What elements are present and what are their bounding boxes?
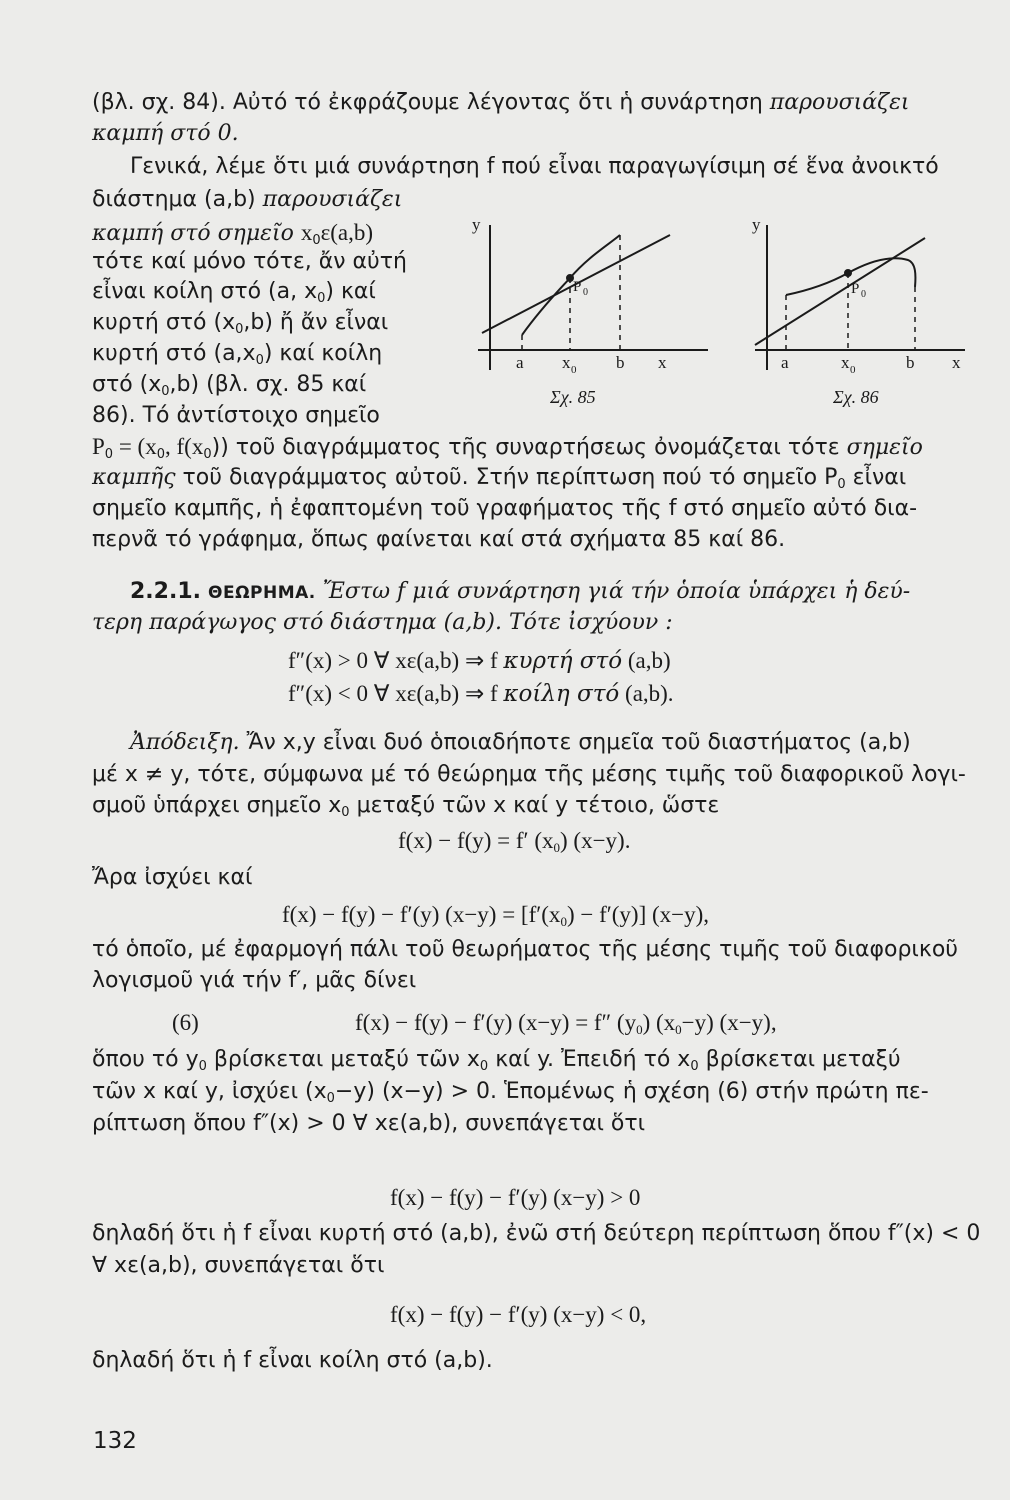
text: βρίσκεται μεταξύ τῶν x bbox=[206, 1047, 480, 1072]
paragraph-line bbox=[92, 119, 239, 149]
theorem-text: Ἔστω f μιά συνάρτηση γιά τήν ὁποία ὑπάρχει ἡ δεύ- bbox=[322, 579, 911, 604]
math: ) (x−y). bbox=[560, 828, 631, 853]
formula-convex bbox=[288, 646, 671, 676]
proof-line bbox=[92, 791, 719, 828]
subscript: 0 bbox=[636, 1022, 643, 1037]
proof-line bbox=[92, 1346, 493, 1376]
math: f(x) − f(y) − f′(y) (x−y) > 0 bbox=[390, 1185, 641, 1210]
subscript: 0 bbox=[312, 233, 321, 248]
paragraph-line bbox=[92, 401, 380, 431]
x0-label: x bbox=[841, 353, 850, 372]
italic-term: παρουσιάζει bbox=[769, 90, 910, 115]
subscript: 0 bbox=[156, 447, 165, 462]
text: διάστημα (a,b) bbox=[92, 187, 256, 212]
page-number: 132 bbox=[93, 1428, 137, 1454]
subscript: 0 bbox=[560, 914, 567, 929]
subscript: 0 bbox=[198, 1059, 207, 1074]
y-label: y bbox=[472, 215, 481, 234]
text: περνᾶ τό γράφημα, ὅπως φαίνεται καί στά σχήματα 85 καί 86. bbox=[92, 527, 786, 552]
text: ) καί bbox=[325, 279, 376, 304]
math: ) (x bbox=[642, 1010, 676, 1035]
math: ε(a,b) bbox=[320, 220, 374, 245]
math: x bbox=[300, 220, 313, 245]
math: , f(x bbox=[165, 434, 204, 459]
text: −y) (x−y) > 0. Ἑπομένως ἡ σχέση (6) στήν πρώτη πε- bbox=[334, 1079, 929, 1104]
text: μεταξύ τῶν x καί y τέτοιο, ὥστε bbox=[349, 793, 720, 818]
theorem-heading bbox=[130, 577, 910, 608]
text: ) καί κοίλη bbox=[263, 341, 383, 366]
text: ρίπτωση ὅπου f″(x) > 0 ∀ xε(a,b), συνεπάγεται ὅτι bbox=[92, 1111, 646, 1136]
subscript: 0 bbox=[104, 447, 114, 462]
math: ) − f′(y)] (x−y), bbox=[566, 902, 710, 927]
figure-caption: Σχ. 86 bbox=[833, 387, 879, 407]
math: f(x) − f(y) = f′ (x bbox=[398, 828, 554, 853]
italic-term: καμπῆς bbox=[92, 465, 176, 490]
text: μέ x ≠ y, τότε, σύμφωνα μέ τό θεώρημα τῆς μέσης τιμῆς τοῦ διαφορικοῦ λογι- bbox=[92, 762, 966, 787]
subscript: 0 bbox=[479, 1059, 489, 1074]
a-label: a bbox=[781, 353, 789, 372]
text: ὅπου τό y bbox=[92, 1047, 199, 1072]
italic-term: καμπή στό σημεῖο bbox=[92, 221, 294, 246]
math: f(x) − f(y) − f′(y) (x−y) = f″ (y bbox=[355, 1010, 637, 1035]
text: ∀ xε(a,b), συνεπάγεται ὅτι bbox=[92, 1253, 385, 1278]
text: Ἄρα ἰσχύει καί bbox=[92, 865, 253, 890]
curve bbox=[522, 235, 620, 335]
text: ,b) ἤ ἄν εἶναι bbox=[243, 310, 389, 335]
y-label: y bbox=[752, 215, 761, 234]
proof-line bbox=[92, 935, 958, 965]
text: σμοῦ ὑπάρχει σημεῖο x bbox=[92, 793, 342, 818]
italic-text: καμπή στό 0. bbox=[92, 121, 239, 146]
subscript: 0 bbox=[690, 1059, 699, 1074]
text: Γενικά, λέμε ὅτι μιά συνάρτηση f πού εἶναι παραγωγίσιμη σέ ἕνα ἀνοικτό bbox=[130, 154, 939, 179]
text: λογισμοῦ γιά τήν f′, μᾶς δίνει bbox=[92, 968, 417, 993]
math: f(x) − f(y) − f′(y) (x−y) < 0, bbox=[390, 1302, 647, 1327]
proof-line bbox=[92, 1109, 645, 1139]
x-label: x bbox=[658, 353, 667, 372]
formula-concave bbox=[288, 679, 674, 709]
text: σημεῖο καμπῆς, ἡ ἐφαπτομένη τοῦ γραφήματος τῆς f στό σημεῖο αὐτό δια- bbox=[92, 496, 918, 521]
math: (a,b) bbox=[627, 648, 671, 673]
proof-line bbox=[92, 966, 416, 996]
text: βρίσκεται μεταξύ bbox=[698, 1047, 901, 1072]
text: τό ὁποῖο, μέ ἐφαρμογή πάλι τοῦ θεωρήματος τῆς μέσης τιμῆς τοῦ διαφορικοῦ bbox=[92, 937, 959, 962]
paragraph-line bbox=[92, 525, 785, 555]
proof-line bbox=[92, 1251, 384, 1281]
text: Ἄν x,y εἶναι δυό ὁποιαδήποτε σημεῖα τοῦ διαστήματος (a,b) bbox=[246, 730, 911, 755]
paragraph-line bbox=[92, 247, 407, 277]
figure-caption: Σχ. 85 bbox=[550, 387, 596, 407]
p0-label: P bbox=[573, 279, 582, 295]
text: ,b) (βλ. σχ. 85 καί bbox=[169, 372, 367, 397]
proof-line bbox=[92, 760, 966, 790]
equation-6-number bbox=[172, 1008, 199, 1038]
text: δηλαδή ὅτι ἡ f εἶναι κυρτή στό (a,b), ἐνῶ στή δεύτερη περίπτωση ὅπου f″(x) < 0 bbox=[92, 1221, 981, 1246]
theorem-text: τερη παράγωγος στό διάστημα (a,b). Τότε ἰσχύουν : bbox=[92, 610, 673, 635]
proof-line bbox=[130, 728, 911, 758]
italic-term: σημεῖο bbox=[846, 435, 923, 460]
subscript: 0 bbox=[317, 291, 326, 306]
a-label: a bbox=[516, 353, 524, 372]
paragraph-line bbox=[130, 152, 939, 182]
figure-86-labels bbox=[752, 215, 961, 407]
equation-5 bbox=[390, 1300, 646, 1330]
subscript: 0 bbox=[341, 805, 350, 820]
subscript: 0 bbox=[837, 477, 846, 492]
subscript: 0 bbox=[326, 1091, 335, 1106]
p0-subscript: 0 bbox=[861, 289, 866, 300]
tangent-line bbox=[755, 238, 925, 345]
subscript: 0 bbox=[675, 1022, 682, 1037]
paragraph-line bbox=[92, 494, 917, 524]
x0-subscript: 0 bbox=[571, 364, 577, 376]
figures-85-86 bbox=[470, 215, 970, 415]
math: −y) (x−y), bbox=[681, 1010, 777, 1035]
text: κυρτή στό (a,x bbox=[92, 341, 256, 366]
equation-6 bbox=[355, 1008, 777, 1045]
b-label: b bbox=[906, 353, 915, 372]
theorem-label: ΘΕΩΡΗΜΑ. bbox=[208, 583, 316, 603]
math: f″(x) > 0 ∀ xε(a,b) ⇒ f bbox=[288, 648, 498, 673]
figure-86 bbox=[755, 225, 965, 370]
subscript: 0 bbox=[161, 384, 170, 399]
text: στό (x bbox=[92, 372, 162, 397]
p0-label: P bbox=[851, 281, 860, 297]
subscript: 0 bbox=[235, 322, 244, 337]
x-label: x bbox=[952, 353, 961, 372]
text: εἶναι κοίλη στό (a, x bbox=[92, 279, 318, 304]
text: κυρτή στό (x bbox=[92, 310, 236, 335]
equation-number: (6) bbox=[172, 1010, 199, 1035]
text: 86). Τό ἀντίστοιχο σημεῖο bbox=[92, 403, 380, 428]
text: τότε καί μόνο τότε, ἄν αὐτή bbox=[92, 249, 407, 274]
text: εἶναι bbox=[845, 465, 907, 490]
proof-line bbox=[92, 863, 252, 893]
proof-label: Ἀπόδειξη. bbox=[130, 730, 240, 755]
x0-subscript: 0 bbox=[850, 364, 856, 376]
point-p0 bbox=[845, 270, 851, 276]
math: P bbox=[92, 434, 105, 459]
subscript: 0 bbox=[553, 840, 560, 855]
text: )) τοῦ διαγράμματος τῆς συναρτήσεως ὀνομάζεται τότε bbox=[211, 435, 840, 460]
text: δηλαδή ὅτι ἡ f εἶναι κοίλη στό (a,b). bbox=[92, 1348, 493, 1373]
p0-subscript: 0 bbox=[583, 287, 588, 298]
math: f(x) − f(y) − f′(y) (x−y) = [f′(x bbox=[282, 902, 561, 927]
text: (βλ. σχ. 84). Αὐτό τό ἐκφράζουμε λέγοντας ὅτι ἡ συνάρτηση bbox=[92, 90, 763, 115]
proof-line bbox=[92, 1219, 980, 1249]
italic-term: κοίλη στό bbox=[503, 681, 620, 707]
b-label: b bbox=[616, 353, 625, 372]
theorem-line bbox=[92, 608, 673, 638]
italic-term: παρουσιάζει bbox=[262, 187, 403, 212]
figure-85 bbox=[478, 225, 708, 370]
math: = (x bbox=[113, 434, 157, 459]
paragraph-line bbox=[92, 88, 910, 118]
paragraph-line bbox=[92, 185, 402, 215]
subscript: 0 bbox=[203, 447, 212, 462]
x0-label: x bbox=[562, 353, 571, 372]
text: καί y. Ἐπειδή τό x bbox=[488, 1047, 691, 1072]
math: (a,b). bbox=[625, 681, 674, 706]
math: f″(x) < 0 ∀ xε(a,b) ⇒ f bbox=[288, 681, 498, 706]
text: τῶν x καί y, ἰσχύει (x bbox=[92, 1079, 327, 1104]
italic-term: κυρτή στό bbox=[503, 648, 623, 674]
equation-2 bbox=[282, 900, 709, 937]
equation-4 bbox=[390, 1183, 640, 1213]
theorem-number: 2.2.1. bbox=[130, 579, 201, 604]
equation-1 bbox=[398, 826, 630, 863]
subscript: 0 bbox=[255, 353, 264, 368]
text: τοῦ διαγράμματος αὐτοῦ. Στήν περίπτωση πού τό σημεῖο P bbox=[182, 465, 838, 490]
